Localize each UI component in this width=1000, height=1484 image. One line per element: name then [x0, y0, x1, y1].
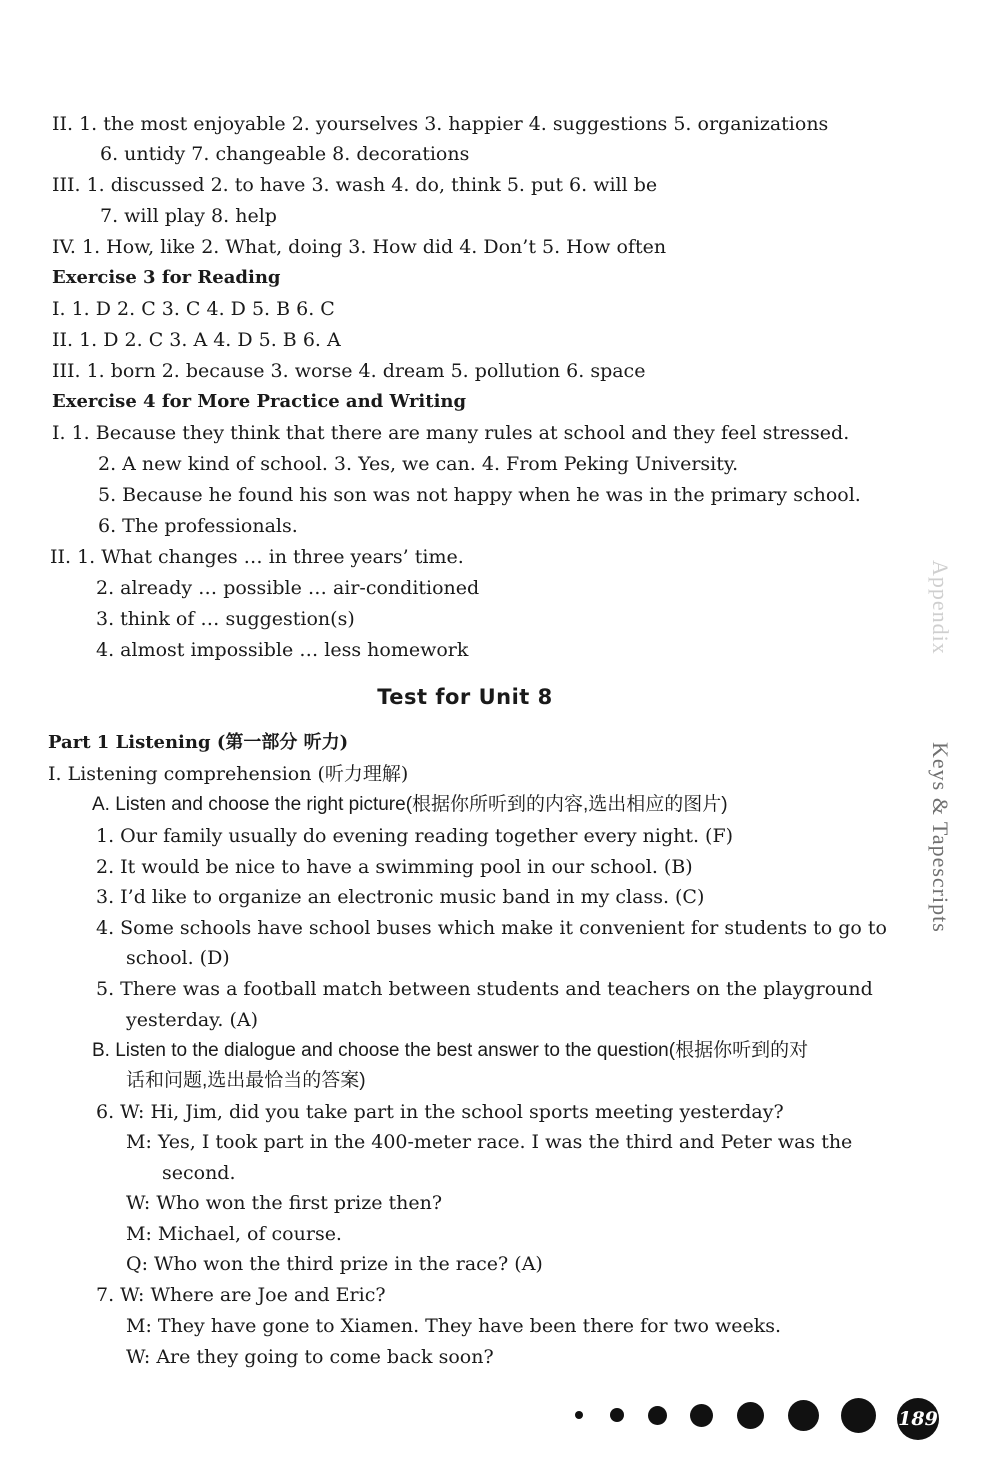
answer-line-ii-2: 6. untidy 7. changeable 8. decorations — [100, 143, 470, 165]
answer-line-iii-1: III. 1. discussed 2. to have 3. wash 4. do, think 5. put 6. will be — [52, 174, 658, 196]
answer-line-iv-1: IV. 1. How, like 2. What, doing 3. How did 4. Don’t 5. How often — [52, 236, 667, 258]
dialogue-6-m1: M: Yes, I took part in the 400-meter race. I was the third and Peter was the — [126, 1131, 853, 1153]
part1-heading: Part 1 Listening (第一部分 听力) — [48, 732, 349, 753]
dialogue-6-m1-cont: second. — [162, 1162, 236, 1184]
footer-dots — [565, 1394, 945, 1444]
exercise4-ii-1: II. 1. What changes … in three years’ time. — [50, 546, 464, 568]
test-title: Test for Unit 8 — [377, 685, 553, 709]
dialogue-7-w1: 7. W: Where are Joe and Eric? — [96, 1284, 386, 1306]
exercise4-ii-2: 2. already … possible … air-conditioned — [96, 577, 480, 599]
footer-dot — [788, 1400, 819, 1431]
dialogue-7-w2: W: Are they going to come back soon? — [126, 1346, 494, 1368]
exercise4-i-1: I. 1. Because they think that there are many rules at school and they feel stressed. — [52, 422, 850, 444]
exercise3-iii: III. 1. born 2. because 3. worse 4. dream 5. pollution 6. space — [52, 360, 646, 382]
exercise3-i: I. 1. D 2. C 3. C 4. D 5. B 6. C — [52, 298, 335, 320]
exercise4-heading: Exercise 4 for More Practice and Writing — [52, 391, 467, 412]
exercise4-i-6: 6. The professionals. — [98, 515, 298, 537]
instruction-b: B. Listen to the dialogue and choose the best answer to the question(根据你听到的对 — [92, 1040, 809, 1061]
dialogue-6-w1: 6. W: Hi, Jim, did you take part in the school sports meeting yesterday? — [96, 1101, 784, 1123]
question-1: 1. Our family usually do evening reading together every night. (F) — [96, 825, 734, 847]
instruction-b-cont: 话和问题,选出最恰当的答案) — [126, 1070, 366, 1091]
answer-line-ii-1: II. 1. the most enjoyable 2. yourselves 3. happier 4. suggestions 5. organizations — [52, 113, 829, 135]
dialogue-6-question: Q: Who won the third prize in the race? (A) — [126, 1253, 543, 1275]
margin-side-text: Keys & Tapescripts — [928, 742, 953, 933]
dialogue-6-m2: M: Michael, of course. — [126, 1223, 342, 1245]
question-2: 2. It would be nice to have a swimming pool in our school. (B) — [96, 856, 693, 878]
exercise3-ii: II. 1. D 2. C 3. A 4. D 5. B 6. A — [52, 329, 341, 351]
exercise4-ii-4: 4. almost impossible … less homework — [96, 639, 469, 661]
instruction-a: A. Listen and choose the right picture(根据你所听到的内容,选出相应的图片) — [92, 794, 728, 815]
question-5: 5. There was a football match between students and teachers on the playground — [96, 978, 873, 1000]
section-i-heading: I. Listening comprehension (听力理解) — [48, 763, 409, 785]
exercise4-i-2: 2. A new kind of school. 3. Yes, we can. 4. From Peking University. — [98, 453, 739, 475]
page-number: 189 — [897, 1398, 939, 1440]
footer-dot — [610, 1408, 624, 1422]
exercise4-ii-3: 3. think of … suggestion(s) — [96, 608, 355, 630]
footer-dot — [575, 1411, 583, 1419]
footer-dot — [690, 1404, 713, 1427]
question-4-cont: school. (D) — [126, 947, 230, 969]
answer-line-iii-2: 7. will play 8. help — [100, 205, 277, 227]
footer-dot — [841, 1398, 876, 1433]
margin-faded-text: Appendix — [928, 560, 953, 655]
question-5-cont: yesterday. (A) — [126, 1009, 259, 1031]
exercise3-heading: Exercise 3 for Reading — [52, 267, 281, 288]
question-4: 4. Some schools have school buses which make it convenient for students to go to — [96, 917, 887, 939]
footer-dot — [648, 1406, 667, 1425]
dialogue-6-w2: W: Who won the first prize then? — [126, 1192, 443, 1214]
exercise4-i-5: 5. Because he found his son was not happy when he was in the primary school. — [98, 484, 861, 506]
question-3: 3. I’d like to organize an electronic music band in my class. (C) — [96, 886, 705, 908]
dialogue-7-m1: M: They have gone to Xiamen. They have been there for two weeks. — [126, 1315, 782, 1337]
footer-dot — [737, 1402, 764, 1429]
